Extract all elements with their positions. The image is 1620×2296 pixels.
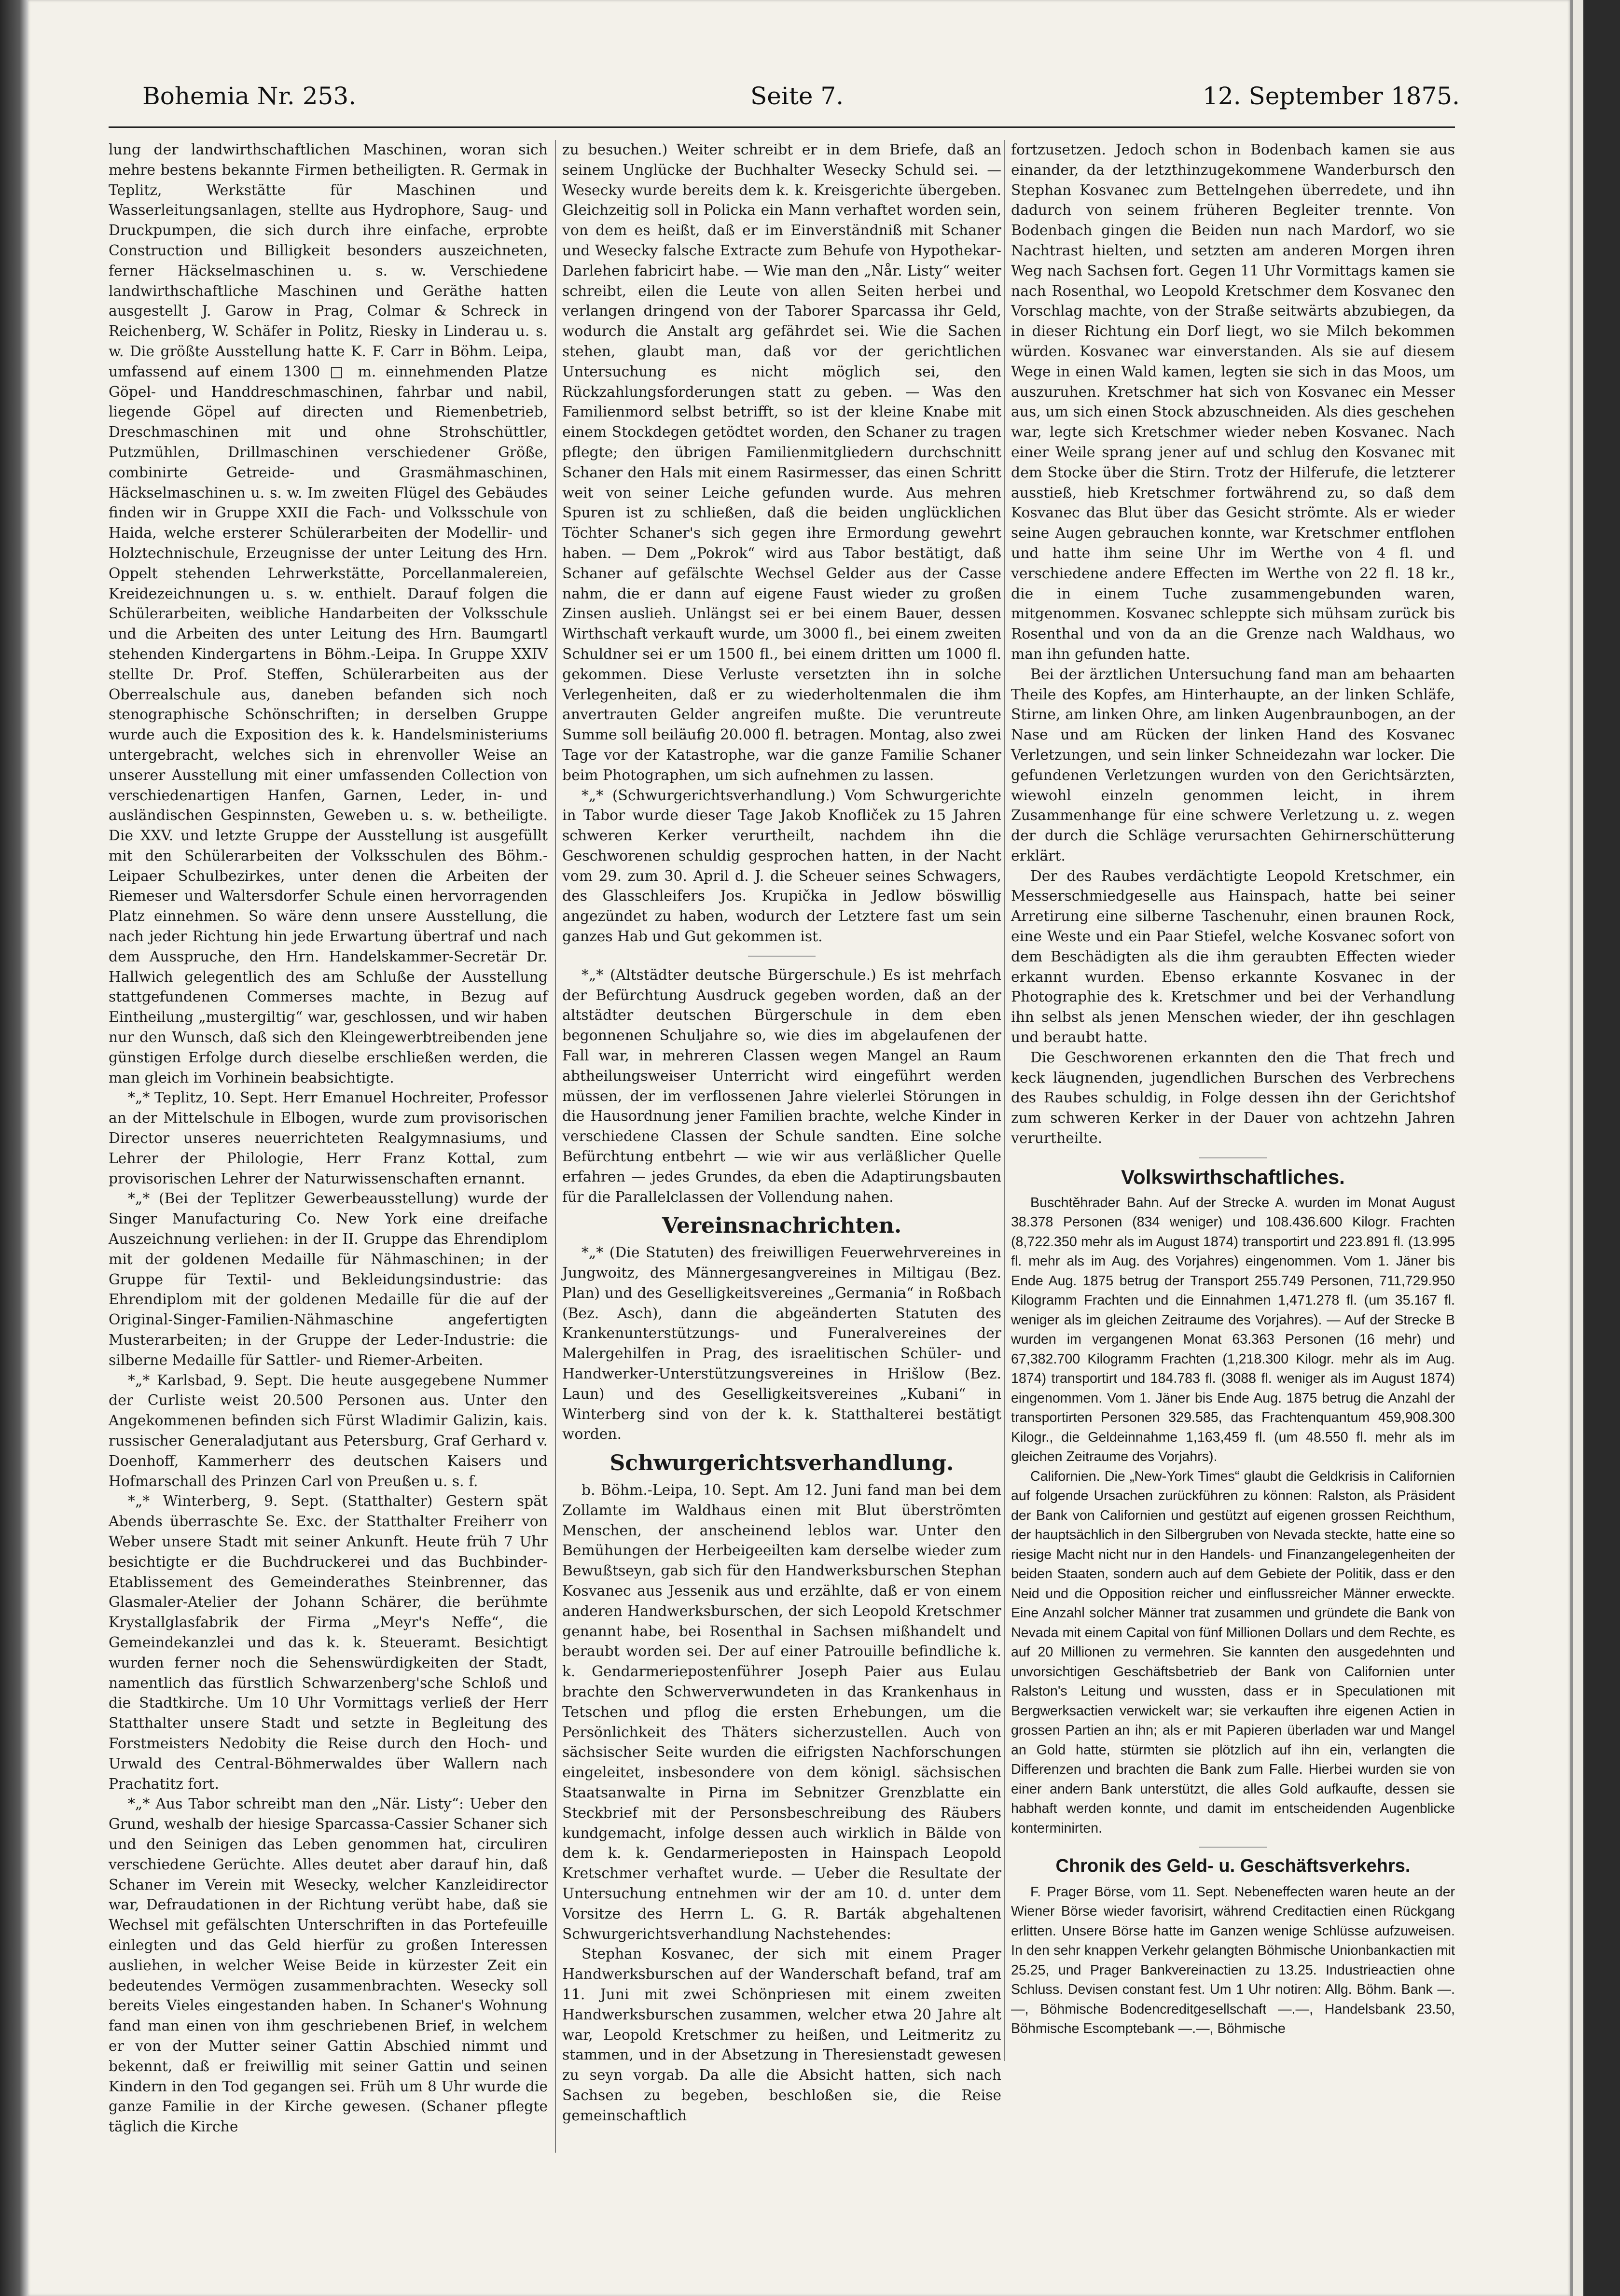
column-2 [562,140,1001,2124]
article-paragraph: fortzusetzen. Jedoch schon in Bodenbach kamen sie aus einander, da der letzthinzugekommene Wanderbursch den Stephan Kosvanec zum Bettelngehen überredete, und ihn dadurch von seinem früheren Begleiter trennte. Von Bodenbach gingen die Beiden nun nach Mardorf, wo sie Nachtrast hielten, und setzten am anderen Morgen ihren Weg nach Sachsen fort. Gegen 11 Uhr Vormittags kamen sie nach Rosenthal, wo Leopold Kretschmer dem Kosvanec den Vorschlag machte, von der Straße seitwärts abzubiegen, da in dieser Richtung ein Dorf liegt, wo sie Milch bekommen würden. Kosvanec war einverstanden. Als sie auf diesem Wege in einen Wald kamen, legten sie sich in das Moos, um auszuruhen. Kretschmer hat sich von Kosvanec ein Messer aus, um sich einen Stock abzuschneiden. Als dies geschehen war, legte sich Kretschmer wieder neben Kosvanec. Nach einer Weile sprang jener auf und schlug den Kosvanec mit dem Stocke über die Stirn. Trotz der Hilferufe, die letzterer ausstieß, hieb Kretschmer fortwährend zu, so daß dem Kosvanec das Blut über das Gesicht strömte. Als er wieder seine Augen gebrauchen konnte, war Kretschmer entflohen und hatte ihm seine Uhr im Werthe von 4 fl. und verschiedene andere Effecten im Werthe von 22 fl. 18 kr., die in einem Tuche zusammengebunden waren, mitgenommen. Kosvanec schleppte sich mühsam zurück bis Rosenthal und von da an die Grenze nach Waldhaus, wo man ihn gefunden hatte. [1011,141,1455,663]
column-divider [555,140,556,2153]
article-paragraph: zu besuchen.) Weiter schreibt er in dem Briefe, daß an seinem Unglücke der Buchhalter Wesecky Schuld sei. — Wesecky wurde bereits dem k. k. Kreisgerichte übergeben. Gleichzeitig soll in Policka ein Mann verhaftet worden sein, von dem es heißt, daß er im Einverständniß mit Schaner und Wesecky falsche Extracte zum Behufe von Hypothekar-Darlehen fabricirt habe. — Wie man den „Når. Listy“ weiter schreibt, eilen die Leute von allen Seiten herbei und verlangen dringend von der Taborer Sparcassa ihr Geld, wodurch die Anstalt arg gefährdet sei. Wie die Sachen stehen, glaubt man, daß vor der gerichtlichen Untersuchung es nicht möglich sei, den Rückzahlungsforderungen statt zu geben. — Was den Familienmord selbst betrifft, so ist der kleine Knabe mit einem Stockdegen getödtet worden, den Schaner zu tragen pflegte; den übrigen Familienmitgliedern durchschnitt Schaner den Hals mit einem Rasirmesser, das einen Schritt weit von seiner Leiche gefunden wurde. Aus mehren Spuren ist zu schließen, daß die beiden unglücklichen Töchter Schaner's sich gegen ihre Ermordung gewehrt haben. — Dem „Pokrok“ wird aus Tabor bestätigt, daß Schaner auf gefälschte Wechsel Gelder aus der Casse nahm, die er dann auf eigene Faust wieder zu großen Zinsen auslieh. Unlängst sei er bei einem Bauer, dessen Wirthschaft verkauft wurde, um 3000 fl., bei einem zweiten Schuldner sei er um 1500 fl., bei einem dritten um 1000 fl. gekommen. Diese Verluste versetzten ihn in solche Verlegenheiten, daß er zu wiederholtenmalen die ihm anvertrauten Gelder angreifen mußte. Die veruntreute Summe soll beiläufig 20.000 fl. betragen. Montag, also zwei Tage vor der Katastrophe, war die ganze Familie Schaner beim Photographen, um sich aufnehmen zu lassen. [562,141,1001,784]
article-paragraph: lung der landwirthschaftlichen Maschinen, woran sich mehre bestens bekannte Firmen betheiligten. R. Germak in Teplitz, Werkstätte für Maschinen und Wasserleitungsanlagen, stellte aus Hydrophore, Saug- und Druckpumpen, die sich durch ihre einfache, erprobte Construction und Billigkeit besonders auszeichneten, ferner Häckselmaschinen u. s. w. Verschiedene landwirthschaftliche Maschinen und Geräthe hatten ausgestellt J. Garow in Prag, Colmar & Schreck in Reichenberg, W. Schäfer in Politz, Riesky in Linderau u. s. w. Die größte Ausstellung hatte K. F. Carr in Böhm. Leipa, umfassend auf einem 1300 □ m. einnehmenden Platze Göpel- und Handdreschmaschinen, fahrbar und nabil, liegende Göpel auf directen und Riemenbetrieb, Dreschmaschinen mit und ohne Strohschüttler, Putzmühlen, Drillmaschinen verschiedener Größe, combinirte Getreide- und Grasmähmaschinen, Häckselmaschinen u. s. w. Im zweiten Flügel des Gebäudes finden wir in Gruppe XXII die Fach- und Volksschule von Haida, welche ersterer Schülerarbeiten der Modellir- und Holztechnischule, Erzeugnisse der unter Leitung des Hrn. Oppelt stehenden Lehrwerkstätte, Porcellanmalereien, Kreidezeichnungen u. s. w. enthielt. Darauf folgen die Schülerarbeiten, weibliche Handarbeiten der Volksschule und die Arbeiten des unter Leitung des Hrn. Baumgartl stehenden Kindergartens in Böhm.-Leipa. In Gruppe XXIV stellte Dr. Prof. Steffen, Schülerarbeiten aus der Oberrealschule aus, daneben befanden sich noch stenographische Schönschriften; in derselben Gruppe wurde auch die Exposition des k. k. Handelsministeriums untergebracht, welches sich in ehrenvoller Weise an unserer Ausstellung mit einer umfassenden Collection von verschiedenartigen Hanfen, Garnen, Leder, in- und ausländischen Gespinnsten, Geweben u. s. w. betheiligte. Die XXV. und letzte Gruppe der Ausstellung ist ausgefüllt mit den Schülerarbeiten der Volksschulen des Böhm.-Leipaer Schulbezirkes, unter denen die Arbeiten der Riemeser und Waltersdorfer Schule einen hervorragenden Platz einnehmen. So wäre denn unsere Ausstellung, die nach jeder Richtung hin jede Erwartung übertraf und nach dem Ausspruche, den Hrn. Handelskammer-Secretär Dr. Hallwich gelegentlich des am Schluße der Ausstellung stattgefundenen Commerses machte, in Bezug auf Eintheilung „mustergiltig“ war, geschlossen, und wir haben nur den Wunsch, daß sich den Kleingewerbtreibenden jene günstigen Erfolge durch dieselbe erschließen werden, die man gleich im Vorhinein beabsichtigte. [109,141,548,1086]
article-paragraph: *„* (Bei der Teplitzer Gewerbeausstellung) wurde der Singer Manufacturing Co. New York eine dreifache Auszeichnung verliehen: in der II. Gruppe das Ehrendiplom mit der goldenen Medaille für Nähmaschinen; in der Gruppe für Textil- und Bekleidungsindustrie: das Ehrendiplom mit der goldenen Medaille für die auf der Original-Singer-Familien-Nähmaschine angefertigten Musterarbeiten; in der Gruppe der Leder-Industrie: die silberne Medaille für Sattler- und Riemer-Arbeiten. [109,1190,548,1369]
section-heading-schwurgericht: Schwurgerichtsverhandlung. [609,1451,954,1476]
article-paragraph: F. Prager Börse, vom 11. Sept. Nebeneffecten waren heute an der Wiener Börse wieder favorisirt, während Creditactien einen Rückgang erlitten. Unsere Börse hatte im Ganzen wenige Schlüsse aufzuweisen. In den sehr knappen Verkehr gelangten Böhmische Unionbankactien mit 25.25, und Prager Bankvereinactien zu 13.25. Industrieactien ohne Schluss. Devisen constant fest. Um 1 Uhr notiren: Allg. Böhm. Bank —.—, Böhmische Bodencreditgesellschaft —.—, Handelsbank 23.50, Böhmische Escomptebank —.—, Böhmische [1011,1884,1455,2037]
article-paragraph: b. Böhm.-Leipa, 10. Sept. Am 12. Juni fand man bei dem Zollamte im Waldhaus einen mit Blut überströmten Menschen, der anscheinend leblos war. Unter den Bemühungen der Herbeigeeilten kam derselbe wieder zum Bewußtseyn, gab sich für den Handwerksburschen Stephan Kosvanec aus Jessenik aus und erzählte, daß er von einem anderen Handwerksburschen, der sich Leopold Kretschmer genannt habe, bei Rosenthal in Sachsen mißhandelt und beraubt worden sei. Der auf einer Patrouille befindliche k. k. Gendarmeriepostenführer Joseph Paier aus Eulau brachte den Schwerverwundeten in das Krankenhaus in Tetschen und pflog die ersten Erhebungen, um die Persönlichkeit des Thäters sicherzustellen. Auch von sächsischer Seite wurden die eifrigsten Nachforschungen eingeleitet, insbesondere von dem königl. sächsischen Staatsanwalte in Pirna im Sebnitzer Grenzblatte ein Steckbrief mit der Personsbeschreibung des Räubers kundgemacht, infolge dessen auch wirklich in Bälde von dem k. k. Gendarmerieposten in Hainspach Leopold Kretschmer verhaftet wurde. — Ueber die Resultate der Untersuchung entnehmen wir der am 10. d. unter dem Vorsitze des Herrn L. G. R. Barták abgehaltenen Schwurgerichtsverhandlung Nachstehendes: [562,1482,1001,1943]
issue-date: 12. September 1875. [1203,82,1460,110]
article-paragraph: *„* Teplitz, 10. Sept. Herr Emanuel Hochreiter, Professor an der Mittelschule in Elbogen, wurde zum provisorischen Director unseres neuerrichteten Realgymnasiums, und Lehrer der Philologie, Herr Franz Kottal, zum provisorischen Lehrer der Naturwissenschaften ernannt. [109,1089,548,1187]
article-paragraph: Der des Raubes verdächtigte Leopold Kretschmer, ein Messerschmiedgeselle aus Hainspach, hatte bei seiner Arretirung eine silberne Taschenuhr, einen braunen Rock, eine Weste und ein Paar Stiefel, welche Kosvanec sofort von dem Beschädigten als die ihm geraubten Effecten wieder erkannt wurden. Ebenso erkannte Kosvanec in der Photographie des k. Kretschmer und bei der Verhandlung ihn selbst als jenen Menschen wieder, der ihn geschlagen und beraubt hatte. [1011,867,1455,1046]
article-paragraph: *„* Winterberg, 9. Sept. (Statthalter) Gestern spät Abends überraschte Se. Exc. der Statthalter Freiherr von Weber unsere Stadt mit seiner Ankunft. Heute früh 7 Uhr besichtigte er die Buchdruckerei und das Buchbinder-Etablissement des Gemeinderathes Steinbrenner, das Glasmaler-Atelier der Johann Schärer, die berühmte Krystallglasfabrik der Firma „Meyr's Neffe“, die Gemeindekanzlei und das k. k. Steueramt. Besichtigt wurden ferner noch die Sehenswürdigkeiten der Stadt, namentlich das fürstlich Schwarzenberg'sche Schloß und die Stadtkirche. Um 10 Uhr Vormittags verließ der Herr Statthalter unsere Stadt und setzte in Begleitung des Forstmeisters Nedobity die Reise durch den Hoch- und Urwald des Central-Böhmerwaldes über Wallern nach Prachatitz fort. [109,1493,548,1793]
column-3 [1011,140,1455,2061]
article-paragraph: *„* (Altstädter deutsche Bürgerschule.) Es ist mehrfach der Befürchtung Ausdruck gegeben worden, daß an der altstädter deutschen Bürgerschule in dem eben begonnenen Schuljahre so, wie dies im abgelaufenen der Fall war, in mehreren Classen wegen Mangel an Raum abtheilungsweiser Unterricht wird eingeführt werden müssen, der im verflossenen Jahre vielerlei Störungen in die Hausordnung jener Familien brachte, welche Kinder in verschiedene Classen der Schule sandten. Eine solche Befürchtung entbehrt — wie wir aus verläßlicher Quelle erfahren — jedes Grundes, da eben die Adaptirungsbauten für die Parallelclassen der Vollendung nahen. [562,966,1001,1206]
article-paragraph: *„* (Schwurgerichtsverhandlung.) Vom Schwurgerichte in Tabor wurde dieser Tage Jakob Knofliček zu 15 Jahren schweren Kerker verurtheilt, nachdem ihn die Geschworenen schuldig gesprochen hatten, in der Nacht vom 29. zum 30. April d. J. die Scheuer seines Schwagers, des Glasschleifers Jos. Krupička in Jedlow böswillig angezündet zu haben, wodurch der Letztere fast um sein ganzes Hab und Gut gekommen ist. [562,787,1001,946]
header-rule [109,126,1455,128]
section-heading-vereinsnachrichten: Vereinsnachrichten. [662,1213,902,1238]
section-rule [1199,1847,1267,1848]
section-heading-volkswirthschaft: Volkswirthschaftliches. [1121,1165,1345,1188]
article-paragraph: Californien. Die „New-York Times“ glaubt die Geldkrisis in Californien auf folgende Ursachen zurückführen zu können: Ralston, als Präsident der Bank von Californien und gestützt auf eigenen grossen Reichthum, der hauptsächlich in den Silbergruben von Nevada steckte, hatte eine so riesige Macht nicht nur in den Handels- und Finanzangelegenheiten der beiden Staaten, sondern auch auf dem Gebiete der Politik, dass er den Neid und die Opposition reicher und einflussreicher Männer erweckte. Eine Anzahl solcher Männer trat zusammen und gründete die Bank von Nevada mit einem Capital von fünf Millionen Dollars und dem Rechte, es auf 20 Millionen zu vermehren. Sie kannten den ausgedehnten und unvorsichtigen Geschäftsbetrieb der Bank von Californien unter Ralston's Leitung und wussten, dass er in Speculationen mit Bergwerksactien verwickelt war; sie verkauften ihre eigenen Actien in grossen Partien an ihn; als er mit Papieren überladen war und Mangel an Gold hatte, stürmten sie plötzlich auf ihn ein, verlangten die Differenzen und brachten die Bank zum Falle. Hierbei wurden sie von einer andern Bank unterstützt, die alles Gold aufkaufte, dessen sie habhaft werden konnte, und damit im entscheidenden Augenblicke konterminirten. [1011,1468,1455,1836]
column-divider [1004,140,1005,2061]
section-rule [1199,1157,1267,1158]
book-edge-right [1570,0,1620,2296]
paper-issue: Bohemia Nr. 253. [142,82,357,110]
page-header [109,82,1460,125]
section-rule [748,956,816,957]
article-paragraph: Die Geschworenen erkannten den die That frech und keck läugnenden, jugendlichen Burschen des Verbrechens des Raubes schuldig, in Folge dessen ihn der Gerichtshof zum schweren Kerker in der Dauer von achtzehn Jahren verurtheilte. [1011,1049,1455,1147]
article-paragraph: Bei der ärztlichen Untersuchung fand man am behaarten Theile des Kopfes, am Hinterhaupte, an der linken Schläfe, Stirne, am linken Ohre, am linken Augenbraunbogen, an der Nase und am Rücken der linken Hand des Kosvanec Verletzungen, und sein linker Schneidezahn war locker. Die gefundenen Verletzungen wurden von den Gerichtsärzten, wiewohl einzeln genommen leicht, in ihrem Zusammenhange für eine schwere Verletzung u. z. wegen der durch die Schläge verursachten Gehirnerschütterung erklärt. [1011,666,1455,864]
column-1 [109,140,548,2153]
page-number: Seite 7. [750,82,844,110]
book-binding-left [0,0,28,2296]
article-paragraph: *„* Aus Tabor schreibt man den „När. Listy“: Ueber den Grund, weshalb der hiesige Sparcassa-Cassier Schaner sich und den Seinigen das Leben genommen hat, circuliren verschiedene Gerüchte. Alles deutet aber darauf hin, daß Schaner im Verein mit Wesecky, welcher Kanzleidirector war, Defraudationen in der Richtung verübt habe, daß sie Wechsel mit gefälschten Unterschriften in das Portefeuille einlegten und das Geld hierfür zu großen Interessen ausliehen, in welcher Weise Beide in kürzester Zeit ein bedeutendes Vermögen zusammenbrachten. Wesecky soll bereits Vieles eingestanden haben. In Schaner's Wohnung fand man einen von ihm geschriebenen Brief, in welchem er von der Mutter seiner Gattin Abschied nimmt und bekennt, daß er freiwillig mit seiner Gattin und seinen Kindern in den Tod gegangen sei. Früh um 8 Uhr wurde die ganze Familie in der Kirche gewesen. (Schaner pflegte täglich die Kirche [109,1795,548,2136]
article-paragraph: Stephan Kosvanec, der sich mit einem Prager Handwerksburschen auf der Wanderschaft befand, traf am 11. Juni mit zwei Schönpriesen mit einem zweiten Handwerksburschen zusammen, welcher etwa 20 Jahre alt war, Leopold Kretschmer zu heißen, und Leitmeritz zu stammen, und in der Absetzung in Theresienstadt gewesen zu seyn vorgab. Da alle die Absicht hatten, sich nach Sachsen zu begeben, beschloßen sie, die Reise gemeinschaftlich [562,1946,1001,2124]
section-heading-chronik: Chronik des Geld- u. Geschäftsverkehrs. [1055,1856,1411,1877]
article-paragraph: *„* (Die Statuten) des freiwilligen Feuerwehrvereines in Jungwoitz, des Männergesangvereines in Miltigau (Bez. Plan) und des Geselligkeitsvereines „Germania“ in Roßbach (Bez. Asch), dann die abgeänderten Statuten des Krankenunterstützungs- und Funeralvereines der Malergehilfen in Prag, des israelitischen Schüler- und Handwerker-Unterstützungsvereines in Hrišlow (Bez. Laun) und des Geselligkeitsvereines „Kubani“ in Winterberg sind von der k. k. Statthalterei bestätigt worden. [562,1244,1001,1443]
article-paragraph: *„* Karlsbad, 9. Sept. Die heute ausgegebene Nummer der Curliste weist 20.500 Personen aus. Unter den Angekommenen befinden sich Fürst Wladimir Galizin, kais. russischer Generaladjutant aus Petersburg, Graf Gerhard v. Doenhoff, Kammerherr des deutschen Kaisers und Hofmarschall des Prinzen Carl von Preußen u. s. f. [109,1372,548,1490]
article-paragraph: Buschtěhrader Bahn. Auf der Strecke A. wurden im Monat August 38.378 Personen (834 weniger) und 108.436.600 Kilogr. Frachten (8,722.350 mehr als im August 1874) transportirt und 223.891 fl. (13.995 fl. mehr als im Aug. des Vorjahres) eingenommen. Vom 1. Jäner bis Ende Aug. 1875 betrug der Transport 255.749 Personen, 711,729.950 Kilogramm Frachten und die Einnahmen 1,471.278 fl. (um 35.167 fl. weniger als im gleichen Zeitraume des Vorjahres). — Auf der Strecke B wurden im vergangenen Monat 63.363 Personen (16 mehr) und 67,382.700 Kilogramm Frachten (1,218.300 Kilogr. mehr als im Aug. 1874) transportirt und 184.783 fl. (3088 fl. weniger als im August 1874) eingenommen. Vom 1. Jäner bis Ende Aug. 1875 betrug die Anzahl der transportirten Personen 329.585, das Frachtenquantum 459,908.300 Kilogr., die Geldeinnahme 1,163,459 fl. (um 48.550 fl. mehr als im gleichen Zeitraume des Vorjahrs). [1011,1195,1455,1465]
